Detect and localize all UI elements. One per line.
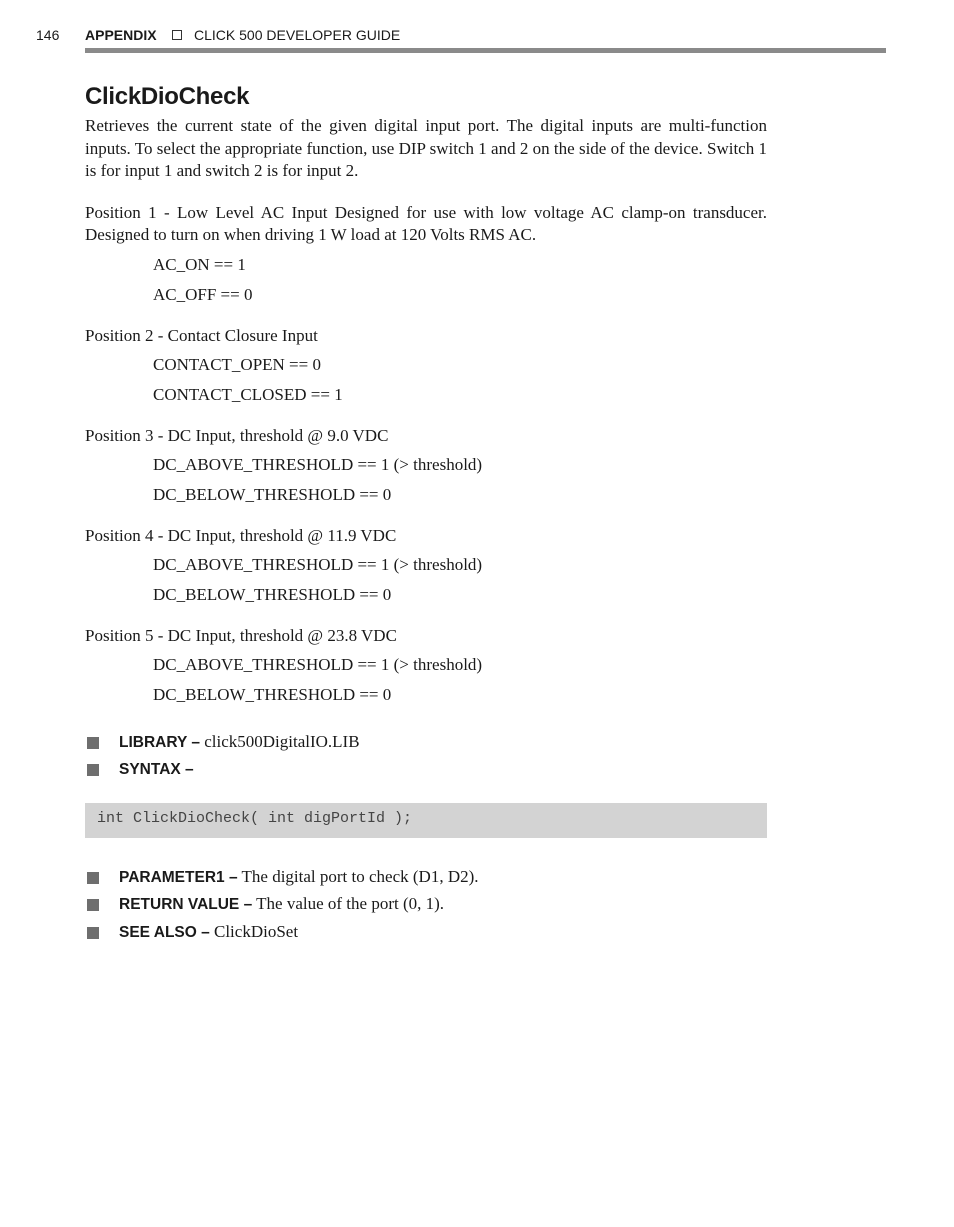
see-also-link[interactable]: ClickDioSet: [213, 921, 299, 941]
position-title: Position 5 - DC Input, threshold @ 23.8 VDC: [85, 625, 397, 645]
page-title: ClickDioCheck: [85, 83, 250, 110]
library-value: click500DigitalIO.LIB: [204, 731, 360, 751]
position-value: AC_OFF == 0: [153, 284, 253, 304]
bullet-square-icon: [87, 737, 99, 749]
code-block: int ClickDioCheck( int digPortId );: [85, 803, 767, 838]
return-value-label: RETURN VALUE –: [119, 896, 253, 913]
position-value: DC_BELOW_THRESHOLD == 0: [153, 484, 392, 504]
return-value-value: The value of the port (0, 1).: [256, 894, 445, 913]
library-item: [85, 729, 767, 757]
position-title: Position 2 - Contact Closure Input: [85, 325, 318, 345]
position-value: DC_BELOW_THRESHOLD == 0: [153, 684, 392, 704]
position-value: AC_ON == 1: [153, 254, 246, 274]
syntax-label: SYNTAX –: [119, 761, 194, 778]
header-rule: [85, 48, 886, 53]
guide-title: CLICK 500 DEVELOPER GUIDE: [194, 27, 401, 43]
parameter1-label: PARAMETER1 –: [119, 868, 238, 886]
position-value: CONTACT_OPEN == 0: [153, 354, 321, 374]
bullet-square-icon: [87, 927, 99, 939]
position-3: [85, 425, 767, 510]
library-label: LIBRARY –: [119, 733, 200, 751]
section-label: APPENDIX: [85, 27, 157, 43]
intro-paragraph: Retrieves the current state of the given digital input port. The digital inputs are multi-function inputs. To select the appropriate function, use DIP switch 1 and 2 on the side of the device. Switch 1 is for input 1 and switch 2 is for input 2.: [85, 116, 767, 180]
separator-box-icon: [172, 30, 182, 40]
page-number: 146: [36, 27, 60, 43]
position-value: DC_ABOVE_THRESHOLD == 1 (> threshold): [153, 654, 483, 674]
position-value: DC_ABOVE_THRESHOLD == 1 (> threshold): [153, 454, 483, 474]
see-also-item: [85, 919, 767, 947]
parameter1-value: The digital port to check (D1, D2).: [241, 866, 479, 886]
return-value-item: [85, 891, 767, 919]
syntax-item: [85, 756, 767, 784]
position-value: CONTACT_CLOSED == 1: [153, 384, 343, 404]
parameter1-item: [85, 864, 767, 892]
position-value: DC_BELOW_THRESHOLD == 0: [153, 584, 392, 604]
spec-list-bottom: [85, 864, 767, 947]
position-4: [85, 525, 767, 610]
position-2: [85, 325, 767, 410]
running-header: [36, 27, 886, 45]
spec-list-top: [85, 729, 767, 784]
position-5: [85, 625, 767, 710]
position-title: Position 1 - Low Level AC Input Designed for use with low voltage AC clamp-on transducer. Designed to turn on when driving 1 W load at 120 Volts RMS AC.: [85, 202, 767, 244]
position-1: [85, 202, 767, 310]
bullet-square-icon: [87, 899, 99, 911]
position-title: Position 4 - DC Input, threshold @ 11.9 VDC: [85, 525, 397, 545]
bullet-square-icon: [87, 872, 99, 884]
see-also-label: SEE ALSO –: [119, 923, 210, 941]
position-title: Position 3 - DC Input, threshold @ 9.0 VDC: [85, 425, 389, 445]
position-value: DC_ABOVE_THRESHOLD == 1 (> threshold): [153, 554, 483, 574]
main-content: [85, 82, 767, 946]
bullet-square-icon: [87, 764, 99, 776]
